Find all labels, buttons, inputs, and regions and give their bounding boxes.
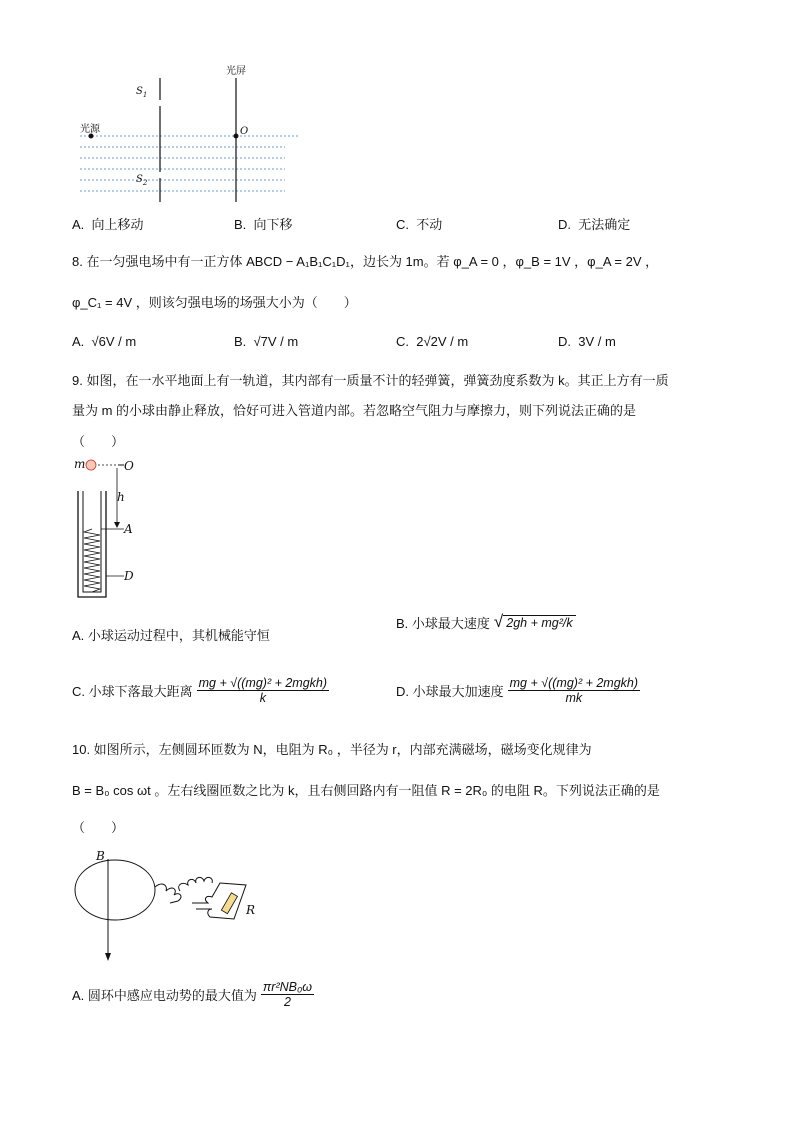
q9-option-b[interactable]: B. 小球最大速度 √ 2gh + mg²/k <box>396 612 576 632</box>
s1-label: $S_1$ <box>136 86 148 99</box>
q9-option-c[interactable]: C. 小球下落最大距离 $\frac{\text{mg + √((mg)² + 2mgkh)}}{k}$ <box>72 676 328 706</box>
left-loop <box>75 860 155 920</box>
spring <box>84 529 100 592</box>
o-label: O <box>240 126 249 137</box>
q7-option-b[interactable]: B. 向下移 <box>234 217 293 232</box>
o-dot <box>234 134 239 139</box>
q10-line2: B = B₀ cos ωt 。左右线圈匝数之比为 k，且右侧回路内有一阻值 R = 2R₀ 的电阻 R。下列说法正确的是 <box>72 783 660 798</box>
q9-option-d[interactable]: D. 小球最大加速度 $\frac{\text{mg + √((mg)² + 2mgkh)}}{mk}$ <box>396 676 639 706</box>
q8-option-b[interactable]: B. √7V / m <box>234 334 299 349</box>
q9-option-a[interactable]: A. 小球运动过程中，其机械能守恒 <box>72 628 270 643</box>
q7-option-a[interactable]: A. 向上移动 <box>72 217 144 232</box>
q8-option-c[interactable]: C. 2√2V / m <box>396 334 469 349</box>
q9-line3: （ ） <box>72 434 125 449</box>
q8-option-d[interactable]: D. 3V / m <box>558 334 616 349</box>
s2-label: $S_2$ <box>136 174 148 187</box>
q7-option-d[interactable]: D. 无法确定 <box>558 217 631 232</box>
d-label: D <box>124 569 134 583</box>
q8-line1: 8. 在一匀强电场中有一正方体 ABCD − A₁B₁C₁D₁，边长为 1m。若 φ_A = 0 ，φ_B = 1V ，φ_A = 2V ， <box>72 254 659 269</box>
m-label: m <box>74 457 86 471</box>
q10-line3: （ ） <box>72 820 125 835</box>
source-label: 光源 <box>80 124 100 135</box>
q8-option-a[interactable]: A. √6V / m <box>72 334 137 349</box>
right-loop <box>192 883 246 919</box>
screen-label: 光屏 <box>226 66 246 77</box>
spring-tube-figure <box>70 455 160 605</box>
q10-option-a[interactable]: A. 圆环中感应电动势的最大值为 $\frac{\text{πr²NB₀ω}}{2}$ <box>72 980 312 1010</box>
resistor-r <box>221 893 237 914</box>
a-label: A <box>124 522 133 536</box>
b-label: B <box>96 849 105 863</box>
q9-line1: 9. 如图，在一水平地面上有一轨道，其内部有一质量不计的轻弹簧，弹簧劲度系数为 k。其正上方有一质 <box>72 373 669 388</box>
transformer-figure <box>70 845 270 965</box>
q7-option-c[interactable]: C. 不动 <box>396 217 443 232</box>
q8-line2: φ_C₁ = 4V ，则该匀强电场的场强大小为（ ） <box>72 295 357 310</box>
ball-icon <box>86 460 96 470</box>
q10-line1: 10. 如图所示，左侧圆环匝数为 N，电阻为 R₀ ，半径为 r，内部充满磁场，磁场变化规律为 <box>72 742 592 757</box>
h-label: h <box>117 490 125 504</box>
o-label-q9: O <box>124 459 134 473</box>
r-label: R <box>246 903 256 917</box>
double-slit-figure <box>70 60 310 210</box>
q9-line2: 量为 m 的小球由静止释放，恰好可进入管道内部。若忽略空气阻力与摩擦力，则下列说法正确的是 <box>72 403 637 418</box>
q9-optb-radicand: 2gh + mg²/k <box>503 615 575 630</box>
